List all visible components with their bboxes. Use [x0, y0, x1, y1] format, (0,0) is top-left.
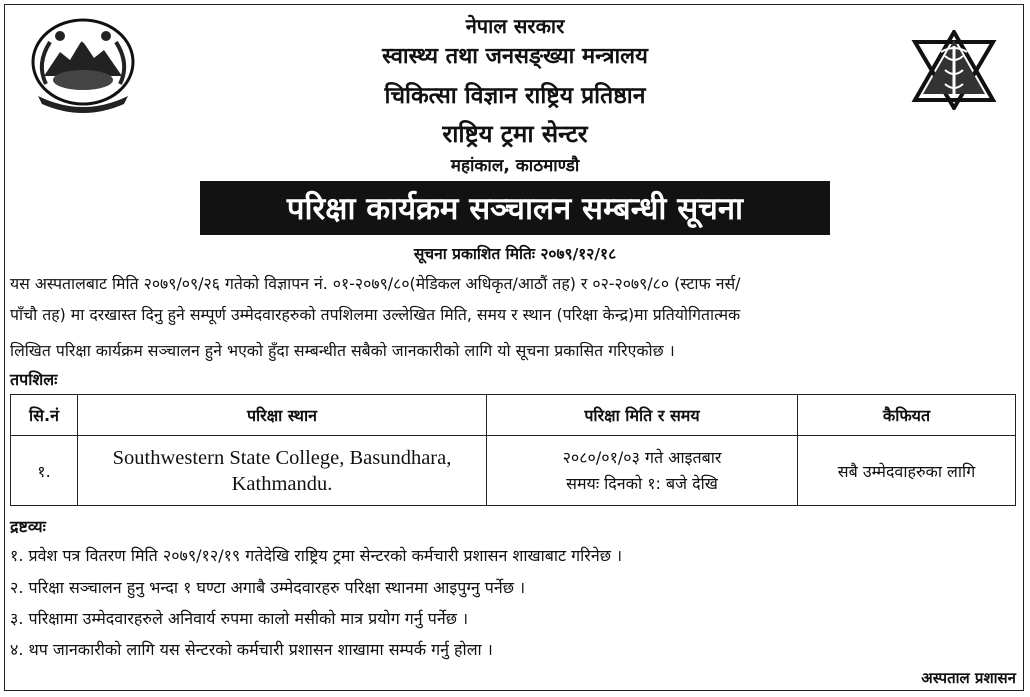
header-academy: चिकित्सा विज्ञान राष्ट्रिय प्रतिष्ठान	[384, 83, 646, 109]
table-row	[11, 436, 1016, 506]
note-item-3: ३. परिक्षामा उम्मेदवारहरुले अनिवार्य रुपमा कालो मसीको मात्र प्रयोग गर्नु पर्नेछ ।	[10, 609, 469, 628]
exam-schedule-table	[10, 394, 1016, 506]
body-line-3: लिखित परिक्षा कार्यक्रम सञ्चालन हुने भएको हुँदा सम्बन्धीत सबैको जानकारीको लागि यो सूचना प्रकासित गरिएकोछ ।	[10, 341, 675, 360]
header-address: महांकाल, काठमाण्डौ	[450, 156, 580, 176]
body-line-1: यस अस्पतालबाट मिति २०७९/०९/२६ गतेको विज्ञापन नं. ०१-२०७९/८०(मेडिकल अधिकृत/आठौं तह) र ०२-२०७९/८० (स्टाफ नर्स/	[10, 274, 741, 293]
publish-date: सूचना प्रकाशित मितिः २०७९/१२/१८	[413, 245, 617, 263]
col-venue: परिक्षा स्थान	[78, 395, 487, 436]
col-remarks: कैफियत	[798, 395, 1016, 436]
col-serial: सि.नं	[11, 395, 78, 436]
header-ministry: स्वास्थ्य तथा जनसङ्ख्या मन्त्रालय	[382, 44, 648, 69]
venue-line-2: Kathmandu.	[231, 472, 333, 495]
date-line-2: समयः दिनको १: बजे देखि	[566, 473, 718, 493]
date-line-1: २०८०/०१/०३ गते आइतबार	[562, 447, 722, 467]
cell-datetime	[487, 436, 798, 506]
col-datetime: परिक्षा मिति र समय	[487, 395, 798, 436]
note-item-2: २. परिक्षा सञ्चालन हुनु भन्दा १ घण्टा अगाबै उम्मेदवारहरु परिक्षा स्थानमा आइपुग्नु पर्नेछ ।	[10, 578, 526, 597]
header-trauma-center: राष्ट्रिय ट्रमा सेन्टर	[442, 120, 588, 148]
note-item-4: ४. थप जानकारीको लागि यस सेन्टरको कर्मचारी प्रशासन शाखामा सम्पर्क गर्नु होला ।	[10, 640, 493, 659]
cell-serial: १.	[11, 436, 78, 506]
cell-venue	[78, 436, 487, 506]
notes-label: द्रष्टव्यः	[10, 517, 46, 536]
schedule-label: तपशिलः	[10, 370, 58, 389]
cell-remarks: सबै उम्मेदवाहरुका लागि	[798, 436, 1016, 506]
body-line-2: पाँचौ तह) मा दरखास्त दिनु हुने सम्पूर्ण उम्मेदवारहरुको तपशिलमा उल्लेखित मिति, समय र स्थान (परिक्षा केन्द्र)मा प्रतियोगितात्मक	[10, 305, 741, 324]
venue-line-1: Southwestern State College, Basundhara,	[112, 446, 452, 469]
note-item-1: १. प्रवेश पत्र वितरण मिति २०७९/१२/१९ गतेदेखि राष्ट्रिय ट्रमा सेन्टरको कर्मचारी प्रशासन शाखाबाट गरिनेछ ।	[10, 546, 623, 565]
notice-title-banner: परिक्षा कार्यक्रम सञ्चालन सम्बन्धी सूचना	[200, 181, 830, 235]
header-government: नेपाल सरकार	[465, 14, 565, 38]
table-header-row	[11, 395, 1016, 436]
signature-hospital-admin: अस्पताल प्रशासन	[921, 669, 1016, 687]
